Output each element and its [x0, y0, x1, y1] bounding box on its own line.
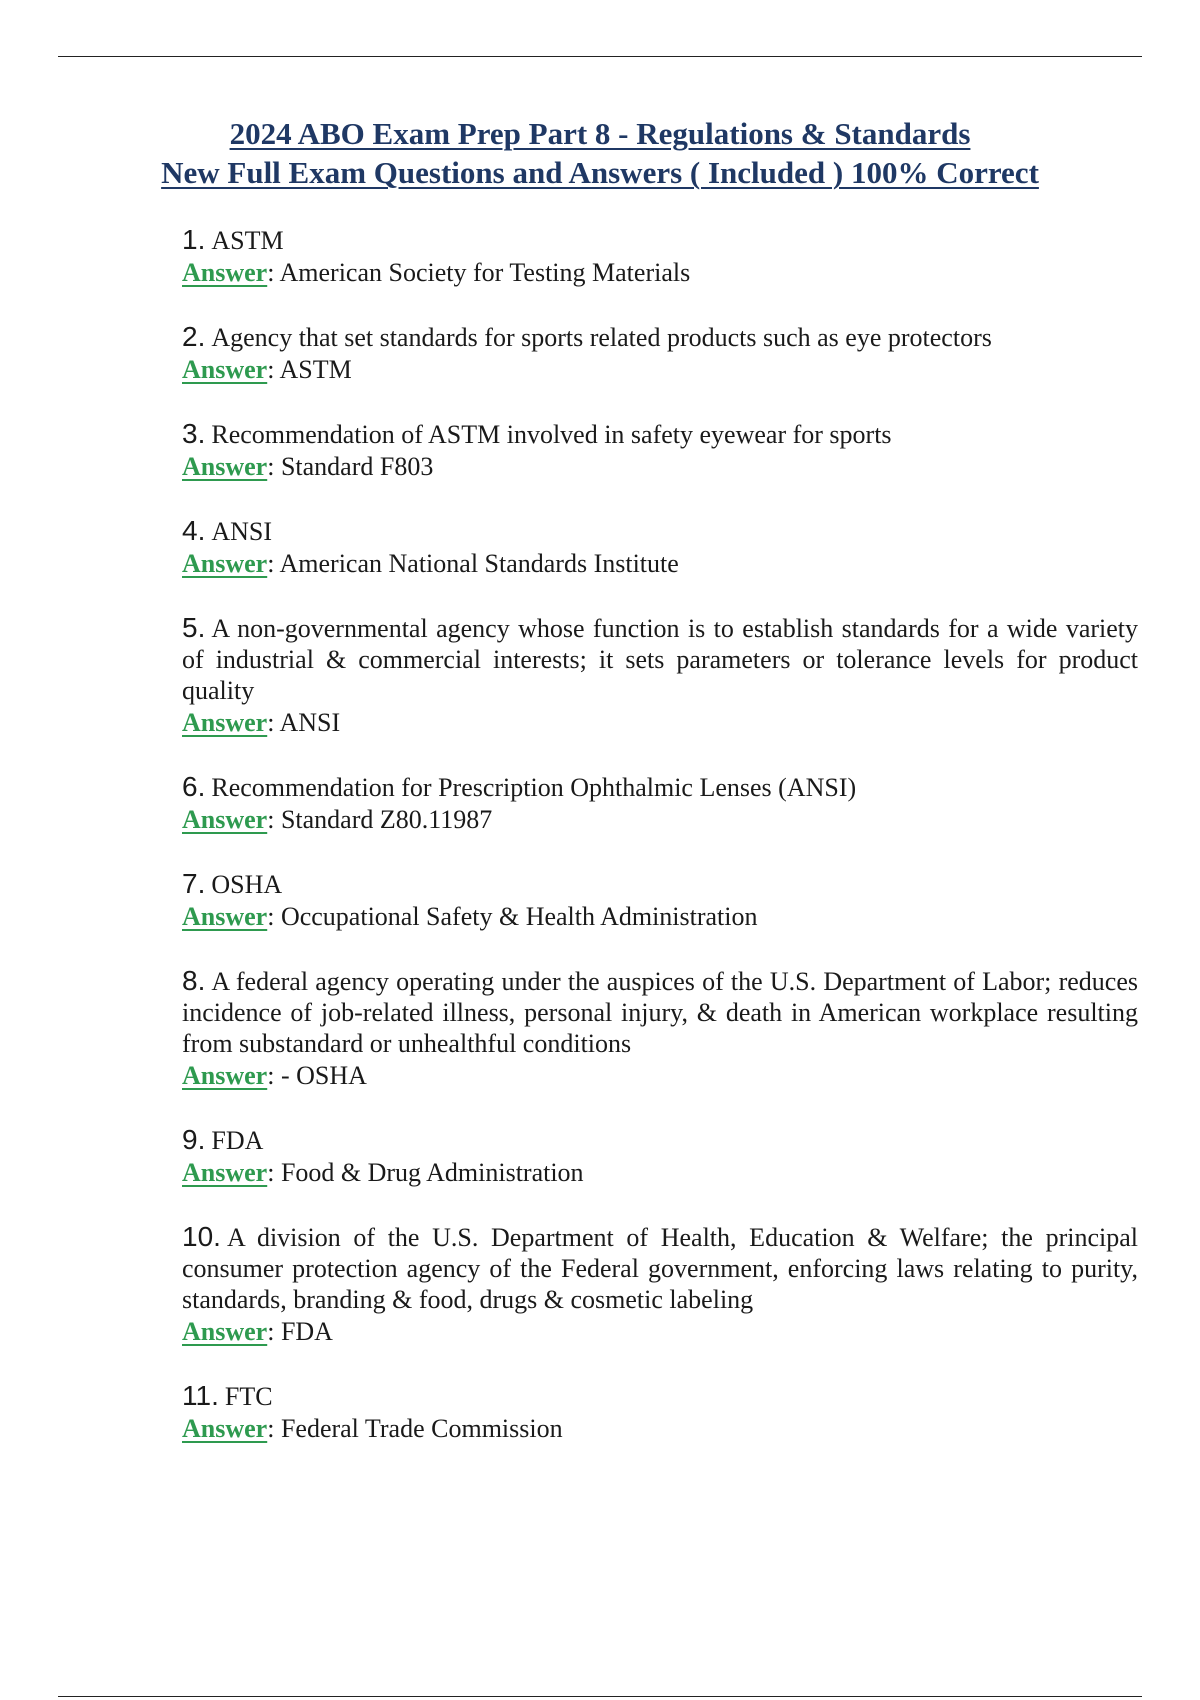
- question-text: Recommendation of ASTM involved in safety eyewear for sports: [211, 420, 892, 449]
- qa-item: [182, 1221, 1138, 1348]
- question-number: 8.: [182, 965, 206, 996]
- qa-item: [182, 612, 1138, 739]
- answer: [182, 1412, 1138, 1445]
- question-number: 7.: [182, 868, 206, 899]
- answer-label: Answer: [182, 1317, 268, 1346]
- question: [182, 771, 1138, 803]
- answer: [182, 1156, 1138, 1189]
- answer: [182, 1059, 1138, 1092]
- question: [182, 868, 1138, 900]
- qa-item: [182, 1380, 1138, 1445]
- answer-text: : FDA: [267, 1317, 333, 1346]
- question-text: FDA: [211, 1126, 264, 1155]
- question: [182, 965, 1138, 1059]
- question-number: 11.: [182, 1380, 219, 1411]
- answer-text: : Standard F803: [267, 452, 434, 481]
- answer-text: : American Society for Testing Materials: [267, 258, 691, 287]
- answer-label: Answer: [182, 549, 268, 578]
- answer-text: : ASTM: [267, 355, 352, 384]
- question: [182, 418, 1138, 450]
- question-text: Recommendation for Prescription Ophthalmic Lenses (ANSI): [211, 773, 857, 802]
- qa-item: [182, 1124, 1138, 1189]
- answer: [182, 256, 1138, 289]
- qa-item: [182, 418, 1138, 483]
- answer: [182, 900, 1138, 933]
- bottom-rule: [58, 1696, 1142, 1697]
- question-number: 4.: [182, 515, 206, 546]
- question-text: ASTM: [211, 226, 284, 255]
- question-text: A division of the U.S. Department of Health, Education & Welfare; the principal consumer protection agency of the Federal government, enforcing laws relating to purity, standards, branding & food, drugs & cosmetic labeling: [182, 1223, 1138, 1314]
- question-number: 1.: [182, 224, 206, 255]
- question: [182, 1221, 1138, 1315]
- qa-item: [182, 771, 1138, 836]
- answer: [182, 706, 1138, 739]
- document-title: [0, 114, 1200, 192]
- title-line-2: New Full Exam Questions and Answers ( Included ) 100% Correct: [161, 155, 1039, 190]
- answer-text: : American National Standards Institute: [267, 549, 679, 578]
- answer-label: Answer: [182, 708, 268, 737]
- top-rule: [58, 56, 1142, 57]
- answer: [182, 547, 1138, 580]
- qa-item: [182, 224, 1138, 289]
- question: [182, 1380, 1138, 1412]
- question-number: 2.: [182, 321, 206, 352]
- answer-text: : Food & Drug Administration: [267, 1158, 584, 1187]
- question-number: 10.: [182, 1221, 221, 1252]
- answer-text: : Standard Z80.11987: [267, 805, 493, 834]
- qa-item: [182, 515, 1138, 580]
- answer-text: : ANSI: [267, 708, 341, 737]
- question-number: 3.: [182, 418, 206, 449]
- answer-label: Answer: [182, 1158, 268, 1187]
- answer-text: : - OSHA: [267, 1061, 367, 1090]
- question-number: 5.: [182, 612, 206, 643]
- question: [182, 1124, 1138, 1156]
- question-text: ANSI: [211, 517, 273, 546]
- question: [182, 515, 1138, 547]
- question-text: Agency that set standards for sports related products such as eye protectors: [211, 323, 992, 352]
- question-text: A non-governmental agency whose function is to establish standards for a wide variety of industrial & commercial interests; it sets parameters or tolerance levels for product quality: [182, 614, 1138, 705]
- answer: [182, 1315, 1138, 1348]
- answer-text: : Occupational Safety & Health Administration: [267, 902, 758, 931]
- question: [182, 224, 1138, 256]
- question: [182, 321, 1138, 353]
- answer-label: Answer: [182, 258, 268, 287]
- qa-item: [182, 868, 1138, 933]
- answer-text: : Federal Trade Commission: [267, 1414, 563, 1443]
- qa-list: [182, 224, 1138, 1445]
- answer-label: Answer: [182, 902, 268, 931]
- answer: [182, 353, 1138, 386]
- answer-label: Answer: [182, 1061, 268, 1090]
- question-text: FTC: [224, 1382, 273, 1411]
- answer-label: Answer: [182, 452, 268, 481]
- title-line-1: 2024 ABO Exam Prep Part 8 - Regulations & Standards: [229, 116, 971, 151]
- answer-label: Answer: [182, 805, 268, 834]
- question-text: OSHA: [211, 870, 283, 899]
- question-text: A federal agency operating under the auspices of the U.S. Department of Labor; reduces incidence of job-related illness, personal injury, & death in American workplace resulting from substandard or unhealthful conditions: [182, 967, 1138, 1058]
- answer-label: Answer: [182, 355, 268, 384]
- question: [182, 612, 1138, 706]
- qa-item: [182, 321, 1138, 386]
- question-number: 6.: [182, 771, 206, 802]
- answer: [182, 450, 1138, 483]
- answer: [182, 803, 1138, 836]
- answer-label: Answer: [182, 1414, 268, 1443]
- qa-item: [182, 965, 1138, 1092]
- question-number: 9.: [182, 1124, 206, 1155]
